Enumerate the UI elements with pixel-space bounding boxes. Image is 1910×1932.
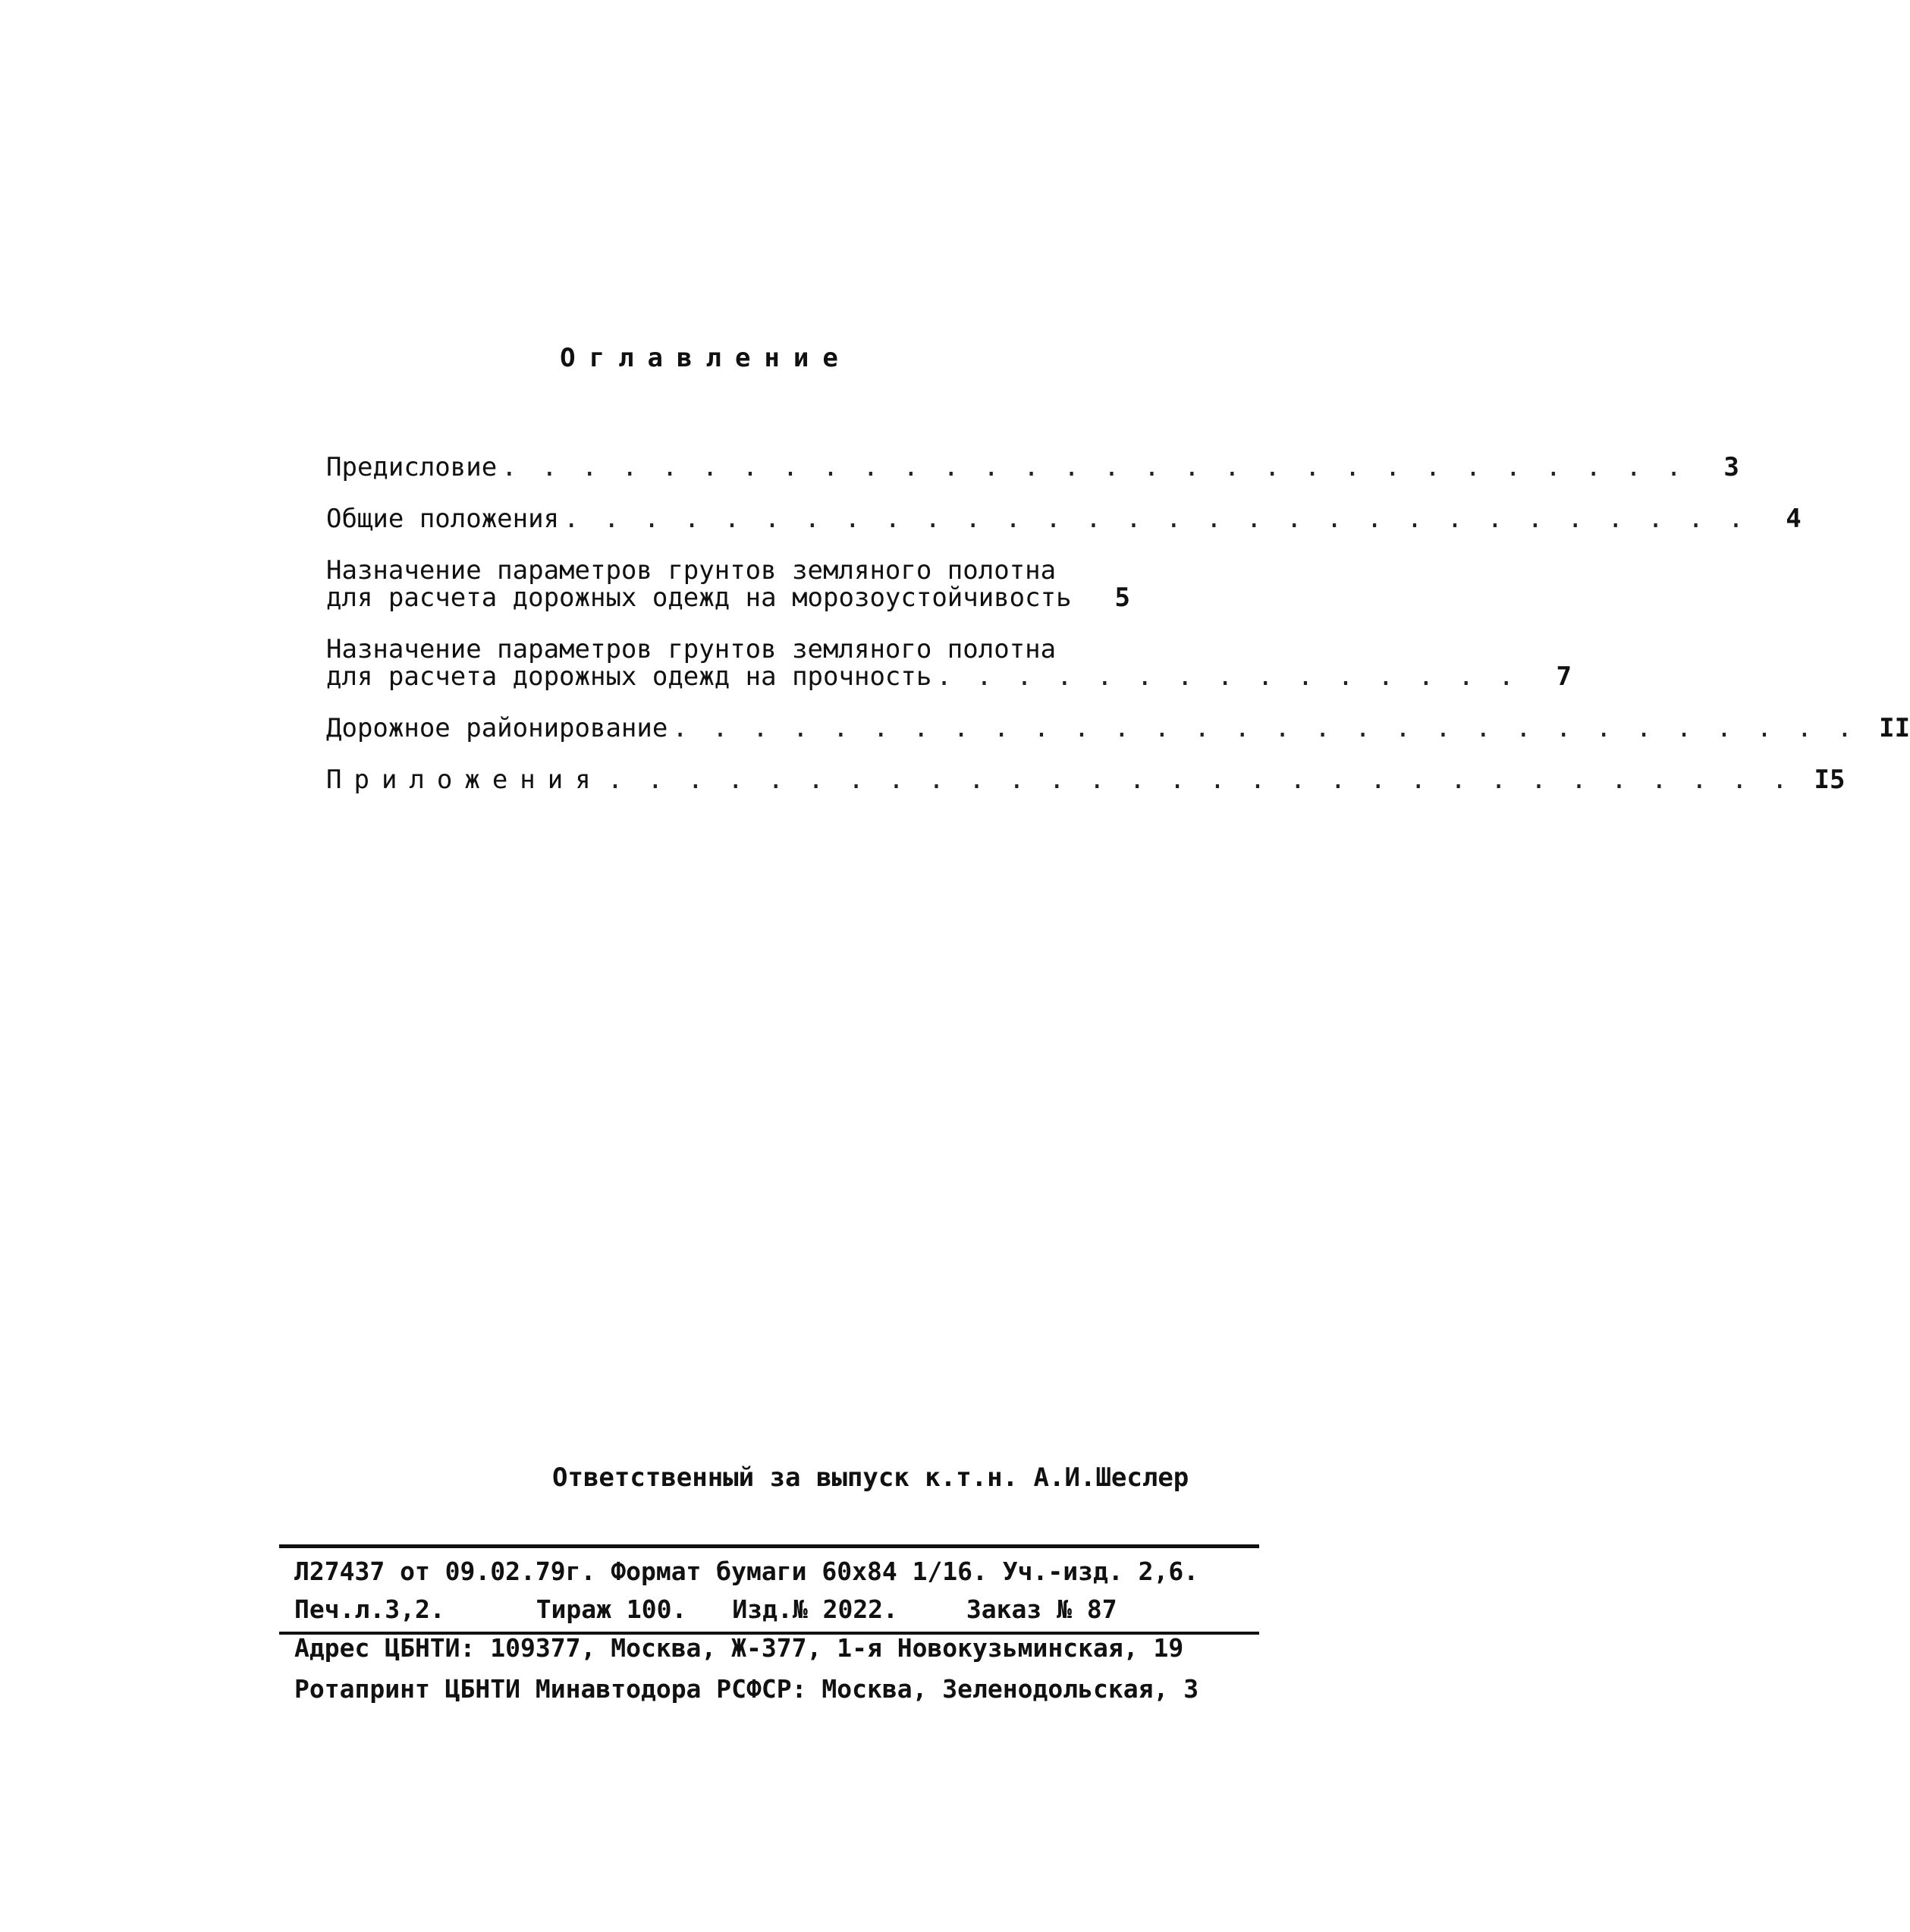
divider-top — [279, 1544, 1259, 1548]
toc-leader-dots: . . . . . . . . . . . . . . . . . . . . . . . . . . . . . . — [564, 504, 1748, 534]
imprint-line-1: Л27437 от 09.02.79г. Формат бумаги 60x84 1/16. Уч.-изд. 2,6. — [294, 1557, 1199, 1586]
toc-entry-page: 3 — [1723, 452, 1739, 482]
toc-entry-appendices — [326, 765, 1846, 795]
imprint-print-run: Тираж 100. — [536, 1594, 687, 1624]
toc-entry-page: 7 — [1556, 661, 1572, 692]
table-of-contents — [326, 452, 1910, 818]
toc-leader-dots: . . . . . . . . . . . . . . . — [936, 661, 1519, 692]
toc-entry-label: для расчета дорожных одежд на морозоустойчивость — [326, 583, 1072, 613]
toc-entry-page: 5 — [1114, 583, 1130, 613]
imprint-sheets: Печ.л.3,2. — [294, 1594, 445, 1624]
toc-entry-label: Дорожное районирование — [326, 713, 668, 743]
toc-entry-label: Предисловие — [326, 452, 498, 482]
page-title: Оглавление — [560, 343, 852, 373]
toc-entry-zoning — [326, 713, 1910, 743]
toc-entry-strength — [326, 634, 1572, 692]
imprint-edition-no: Изд.№ 2022. — [732, 1594, 898, 1624]
toc-leader-dots: . . . . . . . . . . . . . . . . . . . . . . . . . . . . . . — [501, 452, 1686, 482]
imprint-printer: Ротапринт ЦБНТИ Минавтодора РСФСР: Москва, Зеленодольская, 3 — [294, 1674, 1199, 1704]
imprint-address: Адрес ЦБНТИ: 109377, Москва, Ж-377, 1-я Новокузьминская, 19 — [294, 1633, 1184, 1663]
toc-entry-label-line1: Назначение параметров грунтов земляного полотна — [326, 555, 1057, 586]
toc-leader-dots: . . . . . . . . . . . . . . . . . . . . . . . . . . . . . . — [607, 765, 1792, 795]
toc-leader-dots: . . . . . . . . . . . . . . . . . . . . . . . . . . . . . . — [672, 713, 1858, 743]
toc-entry-page: II — [1879, 713, 1910, 743]
toc-entry-label: Приложения — [326, 765, 603, 795]
toc-entry-page: I5 — [1814, 765, 1846, 795]
toc-entry-page: 4 — [1786, 504, 1802, 534]
toc-entry-label: Общие положения — [326, 504, 560, 534]
toc-entry-label-line1: Назначение параметров грунтов земляного полотна — [326, 634, 1057, 664]
imprint-order-no: Заказ № 87 — [966, 1594, 1117, 1624]
toc-entry-label: для расчета дорожных одежд на прочность — [326, 661, 932, 692]
toc-entry-preface — [326, 452, 1739, 482]
responsible-editor: Ответственный за выпуск к.т.н. А.И.Шеслер — [552, 1462, 1189, 1493]
imprint-line-2 — [294, 1594, 1117, 1624]
toc-entry-general — [326, 504, 1802, 534]
toc-entry-frost — [326, 557, 1130, 611]
